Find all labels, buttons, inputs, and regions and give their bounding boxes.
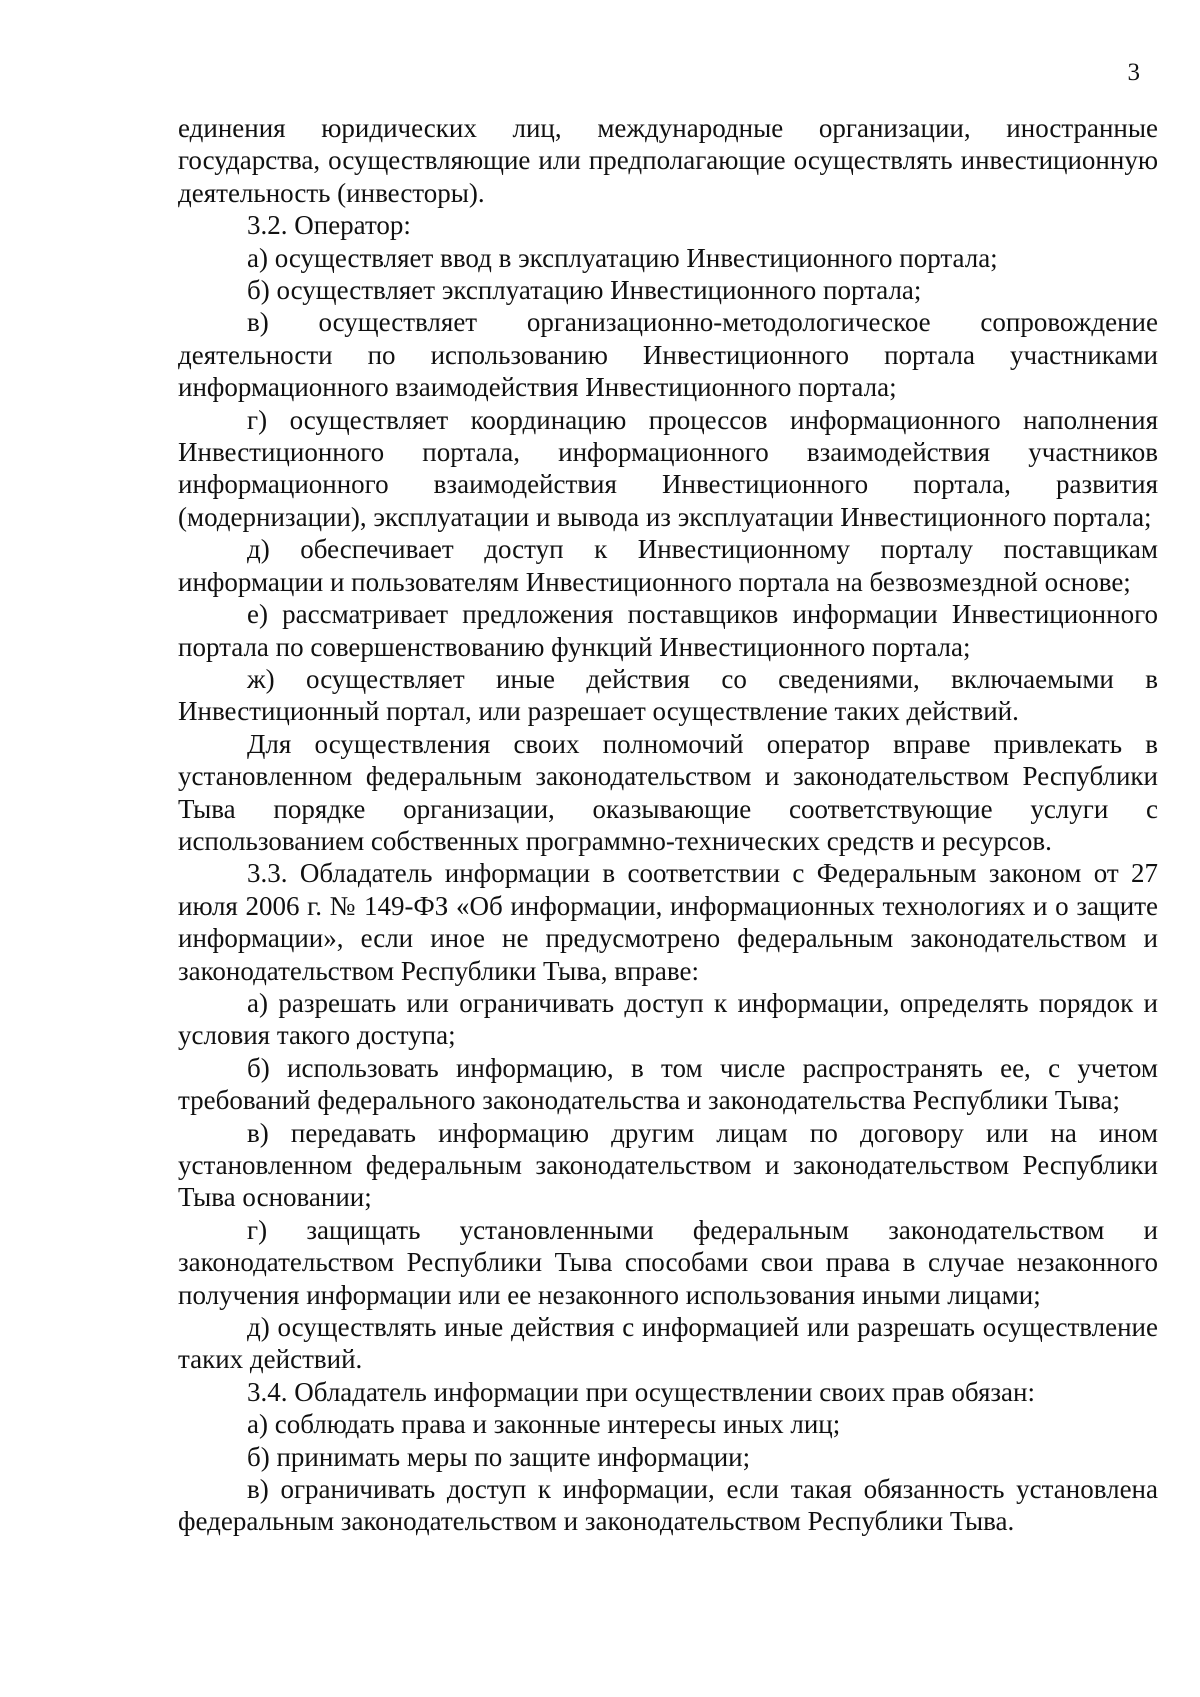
list-item: в) передавать информацию другим лицам по договору или на ином установленном федеральным законодательством и законодательством Республики Тыва основании; (178, 1117, 1158, 1213)
section-heading-3-2: 3.2. Оператор: (247, 210, 411, 241)
list-item: б) использовать информацию, в том числе распространять ее, с учетом требований федерального законодательства и законодательства Республики Тыва; (178, 1052, 1158, 1116)
paragraph-continuation: единения юридических лиц, международные организации, иностранные государства, осуществляющие или предполагающие осуществлять инвестиционную деятельность (инвесторы). (178, 113, 1158, 208)
list-item: б) осуществляет эксплуатацию Инвестиционного портала; (247, 275, 922, 306)
list-item: б) принимать меры по защите информации; (247, 1441, 751, 1472)
document-body (178, 112, 1158, 1538)
list-item: д) осуществлять иные действия с информацией или разрешать осуществление таких действий. (178, 1312, 1158, 1375)
list-item: в) осуществляет организационно-методологическое сопровождение деятельности по использованию Инвестиционного портала участниками информационного взаимодействия Инвестиционного портала; (178, 307, 1158, 403)
list-item: д) обеспечивает доступ к Инвестиционному порталу поставщикам информации и пользователям Инвестиционного портала на безвозмездной основе; (178, 534, 1158, 597)
list-item: а) соблюдать права и законные интересы иных лиц; (247, 1409, 841, 1440)
list-item: а) осуществляет ввод в эксплуатацию Инвестиционного портала; (247, 242, 998, 273)
list-item: г) осуществляет координацию процессов информационного наполнения Инвестиционного портала, информационного взаимодействия участников информационного взаимодействия Инвестиционного портала, развития (модернизации), эксплуатации и вывода из эксплуатации Инвестиционного портала; (178, 404, 1158, 532)
list-item: е) рассматривает предложения поставщиков информации Инвестиционного портала по совершенствованию функций Инвестиционного портала; (178, 599, 1158, 662)
list-item: г) защищать установленными федеральным законодательством и законодательством Республики Тыва способами свои права в случае незаконного получения информации или ее незаконного использования иными лицами; (178, 1214, 1158, 1310)
section-heading-3-4: 3.4. Обладатель информации при осуществлении своих прав обязан: (247, 1376, 1035, 1407)
paragraph: Для осуществления своих полномочий оператор вправе привлекать в установленном федеральным законодательством и законодательством Республики Тыва порядке организации, оказывающие соответствующие услуги с использованием собственных программно-технических средств и ресурсов. (178, 728, 1158, 856)
list-item: в) ограничивать доступ к информации, если такая обязанность установлена федеральным законодательством и законодательством Республики Тыва. (178, 1474, 1158, 1537)
list-item: ж) осуществляет иные действия со сведениями, включаемыми в Инвестиционный портал, или разрешает осуществление таких действий. (178, 663, 1158, 727)
page-number: 3 (1127, 59, 1140, 86)
section-heading-3-3: 3.3. Обладатель информации в соответствии с Федеральным законом от 27 июля 2006 г. № 149-ФЗ «Об информации, информационных технологиях и о защите информации», если иное не предусмотрено федеральным законодательством и законодательством Республики Тыва, вправе: (178, 858, 1158, 986)
list-item: а) разрешать или ограничивать доступ к информации, определять порядок и условия такого доступа; (178, 987, 1158, 1051)
